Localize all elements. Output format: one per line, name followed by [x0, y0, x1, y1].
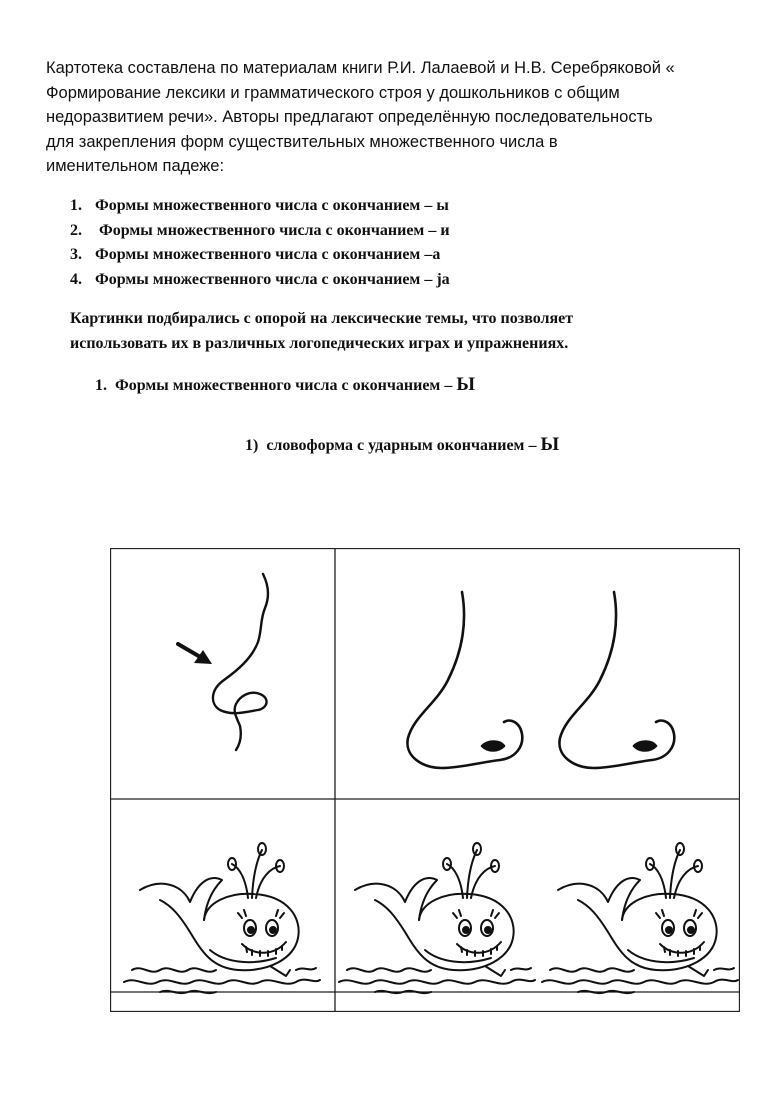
nose-icon [407, 592, 522, 768]
intro-line: для закрепления форм существительных множественного числа в [46, 132, 558, 151]
section-text: Формы множественного числа с окончанием – [115, 377, 457, 394]
list-item [70, 194, 450, 219]
intro-line: Картотека составлена по материалам книги Р.И. Лалаевой и Н.В. Серебряковой « [46, 59, 675, 77]
list-item-number: 4. [70, 270, 82, 288]
note-line: использовать их в различных логопедических играх и упражнениях. [70, 334, 569, 352]
list-item [70, 243, 450, 268]
table-grid [110, 548, 740, 1012]
picture-cards-svg [110, 548, 740, 1012]
subsection-heading [245, 434, 559, 456]
picture-cards-table [110, 548, 740, 1012]
list-item-number: 3. [70, 246, 82, 263]
section-ending: Ы [456, 374, 475, 395]
intro-line: недоразвитием речи». Авторы предлагают определённую последовательность [46, 108, 653, 126]
subsection-text: словоформа с ударным окончанием – [266, 437, 541, 454]
section-number: 1. [95, 377, 107, 394]
list-item-text: Формы множественного числа с окончанием – ы [95, 197, 449, 214]
list-item-text: Формы множественного числа с окончанием – и [95, 221, 450, 239]
list-item-text: Формы множественного числа с окончанием – ja [95, 270, 450, 288]
intro-line: Формирование лексики и грамматического строя у дошкольников с общим [46, 83, 620, 102]
note-line: Картинки подбирались с опорой на лексические темы, что позволяет [70, 310, 574, 327]
nose-icon [213, 574, 268, 750]
list-item [70, 219, 450, 244]
section-heading [95, 374, 475, 396]
list-item-number: 2. [70, 221, 82, 239]
nose-icon [559, 592, 674, 768]
arrow-icon [178, 644, 212, 664]
list-item-number: 1. [70, 197, 82, 214]
whale-icon [339, 843, 535, 993]
whale-icon [124, 843, 320, 993]
forms-list [70, 194, 450, 292]
whale-icon [542, 843, 738, 993]
intro-paragraph [46, 56, 736, 179]
note-paragraph [70, 307, 720, 356]
intro-line: именительном падеже: [46, 157, 225, 175]
subsection-ending: Ы [540, 434, 560, 455]
subsection-number: 1) [245, 437, 259, 454]
list-item [70, 268, 450, 293]
list-item-text: Формы множественного числа с окончанием –а [95, 246, 441, 263]
